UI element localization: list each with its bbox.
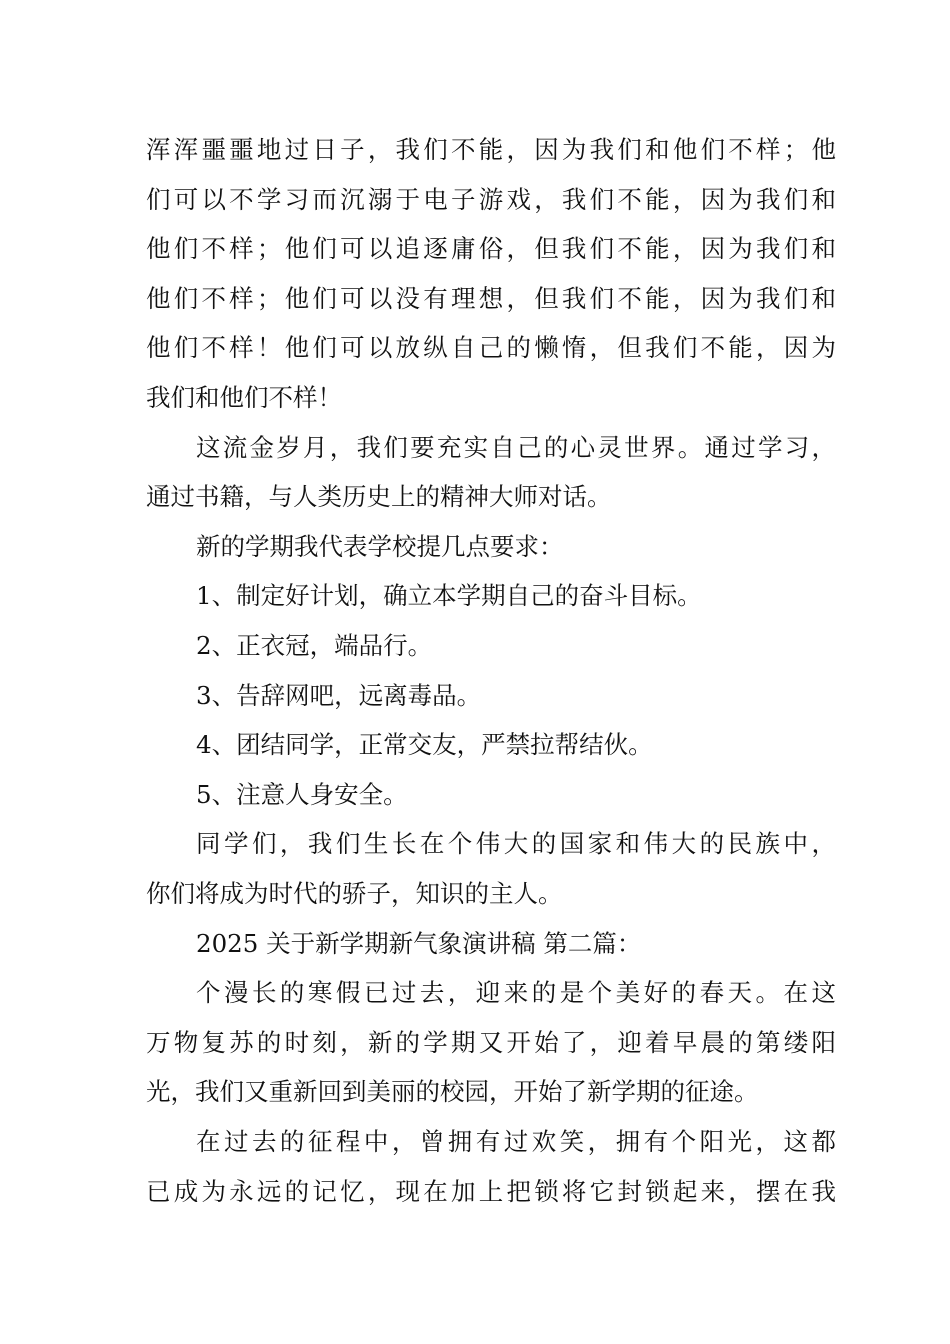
paragraph-line: 5、注意人身安全。 xyxy=(196,779,408,809)
paragraph-line: 他们不样！他们可以放纵自己的懒惰，但我们不能，因为 xyxy=(146,333,836,363)
paragraph-line: 他们不样；他们可以没有理想，但我们不能，因为我们和 xyxy=(146,283,836,313)
paragraph-line: 我们和他们不样！ xyxy=(146,383,342,412)
paragraph-line: 同学们，我们生长在个伟大的国家和伟大的民族中， xyxy=(196,829,836,859)
paragraph-line: 1、制定好计划，确立本学期自己的奋斗目标。 xyxy=(196,581,702,611)
paragraph-line: 2025 关于新学期新气象演讲稿 第二篇： xyxy=(196,928,642,958)
paragraph-line: 3、告辞网吧，远离毒品。 xyxy=(196,680,482,710)
paragraph-line: 浑浑噩噩地过日子，我们不能，因为我们和他们不样；他 xyxy=(146,135,836,164)
paragraph-line: 你们将成为时代的骄子，知识的主人。 xyxy=(146,879,563,908)
paragraph-line: 他们不样；他们可以追逐庸俗，但我们不能，因为我们和 xyxy=(146,234,836,264)
paragraph-line: 在过去的征程中，曾拥有过欢笑，拥有个阳光，这都 xyxy=(196,1127,836,1156)
paragraph-line: 们可以不学习而沉溺于电子游戏，我们不能，因为我们和 xyxy=(146,184,836,214)
paragraph-line: 光，我们又重新回到美丽的校园，开始了新学期的征途。 xyxy=(146,1077,759,1107)
paragraph-line: 已成为永远的记忆，现在加上把锁将它封锁起来，摆在我 xyxy=(146,1176,836,1206)
paragraph-line: 2、正衣冠，端品行。 xyxy=(196,631,433,660)
paragraph-line: 万物复苏的时刻，新的学期又开始了，迎着早晨的第缕阳 xyxy=(146,1027,836,1057)
paragraph-line: 通过书籍，与人类历史上的精神大师对话。 xyxy=(146,482,612,512)
paragraph-line: 4、团结同学，正常交友，严禁拉帮结伙。 xyxy=(196,730,653,760)
paragraph-line: 这流金岁月，我们要充实自己的心灵世界。通过学习， xyxy=(196,432,836,462)
paragraph-line: 个漫长的寒假已过去，迎来的是个美好的春天。在这 xyxy=(196,978,836,1008)
paragraph-line: 新的学期我代表学校提几点要求： xyxy=(196,531,564,561)
